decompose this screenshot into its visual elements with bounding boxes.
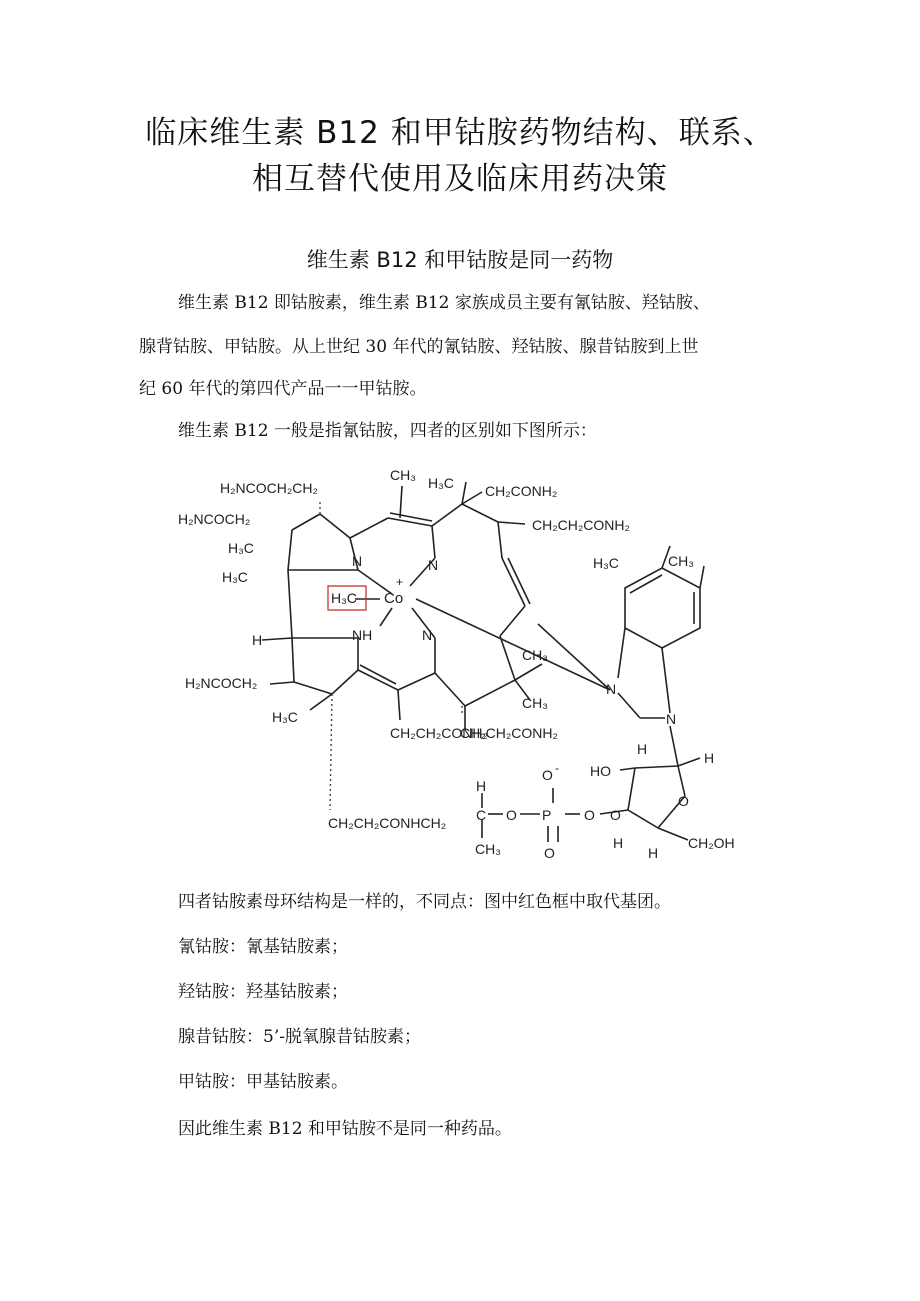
- atom-label: H₃C: [331, 590, 357, 606]
- atom-label: CH₃: [522, 647, 548, 663]
- atom-label: H: [613, 835, 624, 851]
- paragraph-1-line-3: 纪 60 年代的第四代产品一一甲钴胺。: [139, 379, 427, 399]
- paragraph-2: 维生素 B12 一般是指氰钴胺，四者的区别如下图所示：: [178, 421, 597, 441]
- atom-label: O: [678, 793, 689, 809]
- atom-label: CH₂CH₂CONH₂: [460, 725, 558, 741]
- atom-label: O: [584, 807, 595, 823]
- atom-label: +: [396, 575, 404, 589]
- atom-label: O: [542, 767, 553, 783]
- atom-label: HO: [590, 763, 611, 779]
- atom-label: CH₂CH₂CONHCH₂: [328, 815, 447, 831]
- atom-label: CH₃: [390, 467, 416, 483]
- atom-label: NH: [352, 627, 373, 643]
- list-item-adenosylcobalamin: 腺昔钴胺：5’-脱氧腺昔钴胺素；: [178, 1027, 421, 1047]
- atom-label: H₂NCOCH₂: [185, 675, 258, 691]
- paragraph-1-line-1: 维生素 B12 即钴胺素，维生素 B12 家族成员主要有氰钴胺、羟钴胺、: [178, 293, 710, 313]
- hashed-bonds: [320, 500, 462, 810]
- paragraph-1-line-2: 腺背钴胺、甲钴胺。从上世纪 30 年代的氰钴胺、羟钴胺、腺昔钴胺到上世: [139, 337, 699, 357]
- atom-label: H: [252, 632, 263, 648]
- atom-label: CH₃: [668, 553, 694, 569]
- atom-label: H: [648, 845, 659, 861]
- atom-label: N: [428, 557, 439, 573]
- atom-label: H: [704, 750, 715, 766]
- cobalt-atom-label: Co: [384, 590, 404, 607]
- atom-label: C: [476, 807, 487, 823]
- atom-label: CH₂CH₂CONH₂: [532, 517, 630, 533]
- list-item-methylcobalamin: 甲钴胺：甲基钴胺素。: [178, 1072, 348, 1092]
- paragraph-3: 四者钴胺素母环结构是一样的，不同点：图中红色框中取代基团。: [178, 892, 671, 912]
- atom-label: N: [666, 711, 677, 727]
- atom-label: CH₂CONH₂: [485, 483, 558, 499]
- atom-label: H₃C: [272, 709, 298, 725]
- atom-label: H₂NCOCH₂: [178, 511, 251, 527]
- list-item-cyanocobalamin: 氰钴胺：氰基钴胺素；: [178, 937, 348, 957]
- atom-label: H: [637, 741, 648, 757]
- atom-label: N: [422, 627, 433, 643]
- atom-label: H₃C: [222, 569, 248, 585]
- section-heading: 维生素 B12 和甲钴胺是同一药物: [306, 248, 614, 272]
- atom-label: CH₃: [475, 841, 501, 857]
- structure-labels: [178, 467, 735, 861]
- atom-label: H₃C: [228, 540, 254, 556]
- methylcobalamin-structure-figure: [170, 458, 780, 868]
- document-title-line-2: 相互替代使用及临床用药决策: [252, 161, 668, 197]
- list-item-hydroxocobalamin: 羟钴胺：羟基钴胺素；: [178, 982, 348, 1002]
- atom-label: H₃C: [593, 555, 619, 571]
- atom-label: H₃C: [428, 475, 454, 491]
- atom-label: CH₂CH₂CONH₂: [390, 725, 488, 741]
- atom-label: -: [555, 761, 559, 775]
- atom-label: CH₂OH: [688, 835, 735, 851]
- atom-label: N: [352, 553, 363, 569]
- atom-label: O: [610, 807, 621, 823]
- atom-label: CH₃: [522, 695, 548, 711]
- atom-label: O: [506, 807, 517, 823]
- atom-label: P: [542, 807, 552, 823]
- conclusion-text: 因此维生素 B12 和甲钴胺不是同一种药品。: [178, 1119, 512, 1139]
- document-title-line-1: 临床维生素 B12 和甲钴胺药物结构、联系、: [145, 115, 775, 151]
- atom-label: N: [606, 681, 617, 697]
- atom-label: O: [544, 845, 555, 861]
- atom-label: H: [476, 778, 487, 794]
- atom-label: H₂NCOCH₂CH₂: [220, 480, 318, 496]
